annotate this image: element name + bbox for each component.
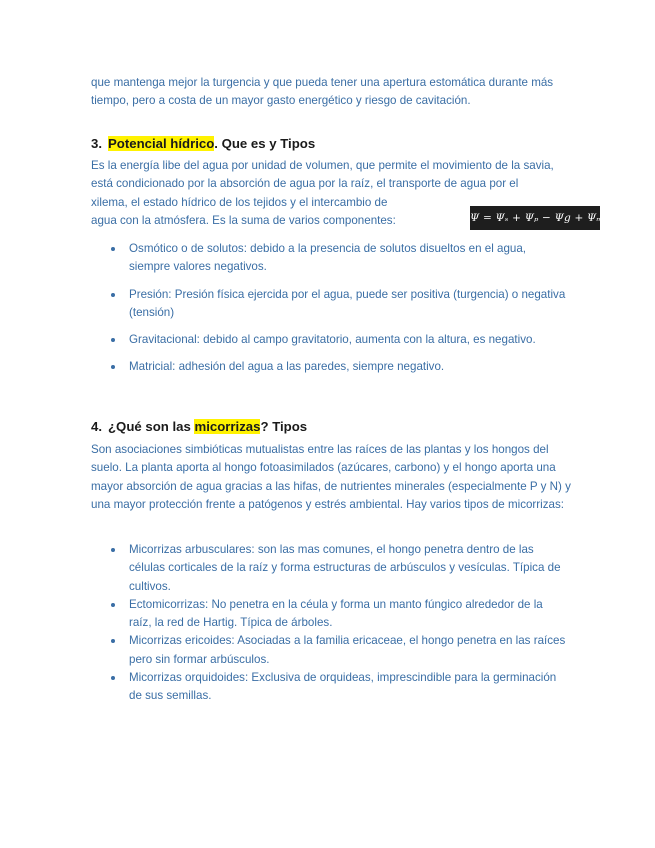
bullet-dot xyxy=(111,676,115,680)
list-item xyxy=(91,669,566,706)
section-3-bullet-list xyxy=(91,240,566,377)
list-item-text: Ectomicorrizas: No penetra en la céula y forma un manto fúngico alrededor de la raíz, la red de Hartig. Típica de árboles. xyxy=(129,597,543,630)
bullet-dot xyxy=(111,293,115,297)
list-item xyxy=(91,358,566,376)
section-4-paragraph: Son asociaciones simbióticas mutualistas entre las raíces de las plantas y los hongos del suelo. La planta aporta al hongo fotoasimilados (azúcares, carbono) y el hongo aporta una mayor absorción de agua gracias a las hifas, de nutrientes minerales (especialmente P y N) y una mayor protección frente a patógenos y estrés ambiental. Hay varios tipos de micorrizas: xyxy=(91,443,571,511)
bullet-dot xyxy=(111,639,115,643)
section-3-heading xyxy=(91,135,315,153)
bullet-dot xyxy=(111,338,115,342)
section-4-highlighted-term: micorrizas xyxy=(194,419,261,434)
list-item-text: Gravitacional: debido al campo gravitatorio, aumenta con la altura, es negativo. xyxy=(129,333,536,347)
list-item-text: Osmótico o de solutos: debido a la presencia de solutos disueltos en el agua, siempre valores negativos. xyxy=(129,242,527,274)
section-3-number: 3. xyxy=(91,136,102,151)
section-4-heading xyxy=(91,418,307,436)
section-3-highlighted-term: Potencial hídrico xyxy=(108,136,215,151)
list-item-text: Micorrizas ericoides: Asociadas a la familia ericaceae, el hongo penetra en las raíces pero sin formar arbúsculos. xyxy=(129,634,566,666)
section-4-title-pre: ¿Qué son las xyxy=(108,419,195,434)
list-item-text: Micorrizas arbusculares: son las mas comunes, el hongo penetra dentro de las células corticales de la raíz y forma estructuras de arbúsculos y vesículas. Típica de cultivos. xyxy=(129,543,561,593)
water-potential-formula-image: Ψ = Ψₛ + Ψₚ − Ψ𝑔 + Ψₘ xyxy=(470,206,600,230)
section-4-title-rest: ? Tipos xyxy=(260,419,308,434)
list-item-text: Matricial: adhesión del agua a las paredes, siempre negativo. xyxy=(129,360,445,374)
list-item xyxy=(91,240,566,277)
section-4-number: 4. xyxy=(91,419,102,434)
section-3-title-rest: . Que es y Tipos xyxy=(214,136,316,151)
list-item-text: Micorrizas orquidoides: Exclusiva de orquideas, imprescindible para la germinación de sus semillas. xyxy=(129,671,557,703)
bullet-dot xyxy=(111,548,115,552)
bullet-dot xyxy=(111,603,115,607)
list-item xyxy=(91,596,566,633)
intro-paragraph: que mantenga mejor la turgencia y que pueda tener una apertura estomática durante más tiempo, pero a costa de un mayor gasto energético y riesgo de cavitación. xyxy=(91,76,554,108)
section-3-paragraph-part1: Es la energía libe del agua por unidad de volumen, que permite el movimiento de la savia, está condicionado por la absorción de agua por la raíz, el transporte de agua por el xilema, el estado hídrico de los tejidos y el intercambio de xyxy=(91,159,554,209)
list-item-text: Presión: Presión física ejercida por el agua, puede ser positiva (turgencia) o negativa (tensión) xyxy=(129,287,566,319)
list-item xyxy=(91,286,566,323)
bullet-dot xyxy=(111,247,115,251)
list-item xyxy=(91,632,566,669)
bullet-dot xyxy=(111,365,115,369)
section-3-paragraph-part2: agua con la atmósfera. Es la suma de varios componentes: xyxy=(91,214,396,227)
list-item xyxy=(91,331,566,349)
section-4-bullet-list xyxy=(91,541,566,706)
list-item xyxy=(91,541,566,596)
